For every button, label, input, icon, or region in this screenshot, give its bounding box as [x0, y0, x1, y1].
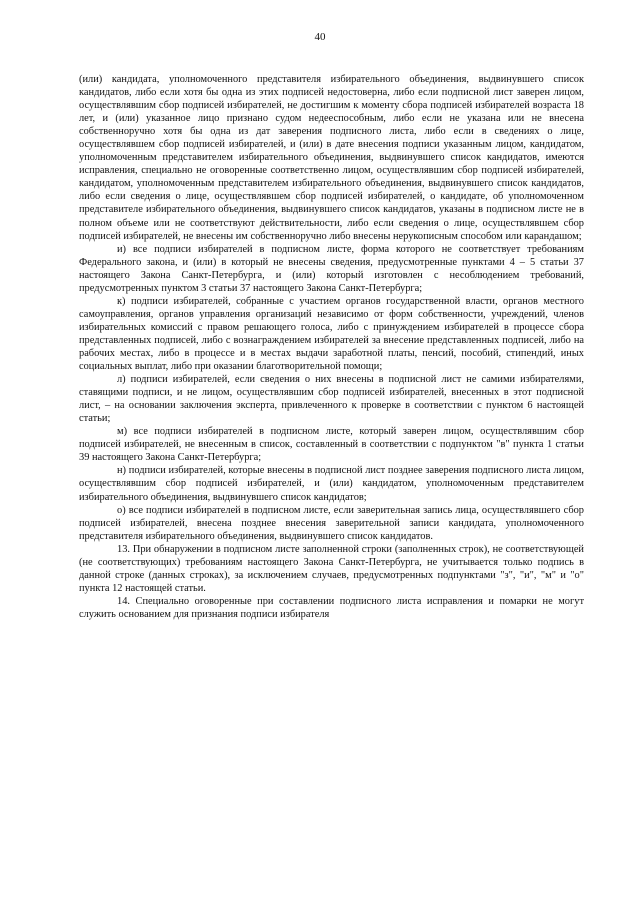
paragraph-subitem-n: н) подписи избирателей, которые внесены в подписной лист позднее заверения подписного листа лицом, осуществлявшим сбор подписей избирателей, и (или) кандидатом, уполномоченным представителем избирательного объединения, выдвинувшего список кандидатов; [79, 465, 584, 503]
paragraph-subitem-m: м) все подписи избирателей в подписном листе, который заверен лицом, осуществлявшим сбор подписей избирателей, не внесенным в список, составленный в соответствии с подпунктом "в" пункта 1 статьи 39 настоящего Закона Санкт-Петербурга; [79, 426, 584, 464]
paragraph-item-14: 14. Специально оговоренные при составлении подписного листа исправления и помарки не могут служить основанием для признания подписи избирателя [79, 595, 584, 620]
page-number: 40 [314, 31, 326, 43]
paragraph-subitem-k: к) подписи избирателей, собранные с участием органов государственной власти, органов местного самоуправления, органов управления организаций независимо от форм собственности, учреждений, членов избирательных комиссий с правом решающего голоса, либо с принуждением избирателей в процессе сбора представленных подписей, либо с вознаграждением избирателей за внесение представленных подписей, либо на рабочих местах, либо в процессе и в местах выдачи заработной платы, пенсий, пособий, стипендий, иных социальных выплат, либо при оказании благотворительной помощи; [79, 295, 584, 373]
paragraph-item-13: 13. При обнаружении в подписном листе заполненной строки (заполненных строк), не соответствующей (не соответствующих) требованиям настоящего Закона Санкт-Петербурга, не учитывается только подпись в данной строке (данных строках), за исключением случаев, предусмотренных подпунктами "з", "и", "м" и "о" пункта 12 настоящей статьи. [79, 543, 584, 594]
paragraph-subitem-l: л) подписи избирателей, если сведения о них внесены в подписной лист не самими избирателями, ставящими подписи, и не лицом, осуществлявшим сбор подписей избирателей, внесенных в этот подписной лист, – на основании заключения эксперта, привлеченного к проверке в соответствии с пунктом 6 настоящей статьи; [79, 374, 584, 425]
paragraph-subitem-i: и) все подписи избирателей в подписном листе, форма которого не соответствует требованиям Федерального закона, и (или) в который не внесены сведения, предусмотренные пунктами 4 – 5 статьи 37 настоящего Закона Санкт-Петербурга, и (или) который изготовлен с несоблюдением требований, предусмотренных пунктом 3 статьи 37 настоящего Закона Санкт-Петербурга; [79, 243, 584, 294]
paragraph-continuation: (или) кандидата, уполномоченного представителя избирательного объединения, выдвинувшего список кандидатов, либо если хотя бы одна из этих подписей недостоверна, либо если подписной лист заверен лицом, осуществлявшим сбор подписей избирателей, не достигшим к моменту сбора подписей избирателей возраста 18 лет, и (или) указанное лицо признано судом недееспособным, либо если не указана или не внесена собственноручно хотя бы одна из дат заверения подписного листа, либо если в сведениях о лице, осуществлявшем сбор подписей избирателей, и (или) в дате внесения подписи указанным лицом, кандидатом, уполномоченным представителем избирательного объединения, выдвинувшего список кандидатов, имеются исправления, специально не оговоренные соответственно лицом, осуществлявшим сбор подписей избирателей, кандидатом, уполномоченным представителем избирательного объединения, выдвинувшего список кандидатов, либо если сведения о лице, осуществлявшем сбор подписей избирателей, о кандидате, об уполномоченном представителе избирательного объединения, выдвинувшего список кандидатов, указаны в подписном листе не в полном объеме или не соответствуют действительности, либо если сведения о лице, осуществлявшем сбор подписей избирателей, не внесены им собственноручно либо внесены нерукописным способом или карандашом; [79, 74, 584, 242]
document-body [79, 73, 584, 621]
paragraph-subitem-o: о) все подписи избирателей в подписном листе, если заверительная запись лица, осуществлявшего сбор подписей избирателей, внесена позднее внесения заверительной записи кандидата, уполномоченного представителя избирательного объединения, выдвинувшего список кандидатов. [79, 504, 584, 542]
